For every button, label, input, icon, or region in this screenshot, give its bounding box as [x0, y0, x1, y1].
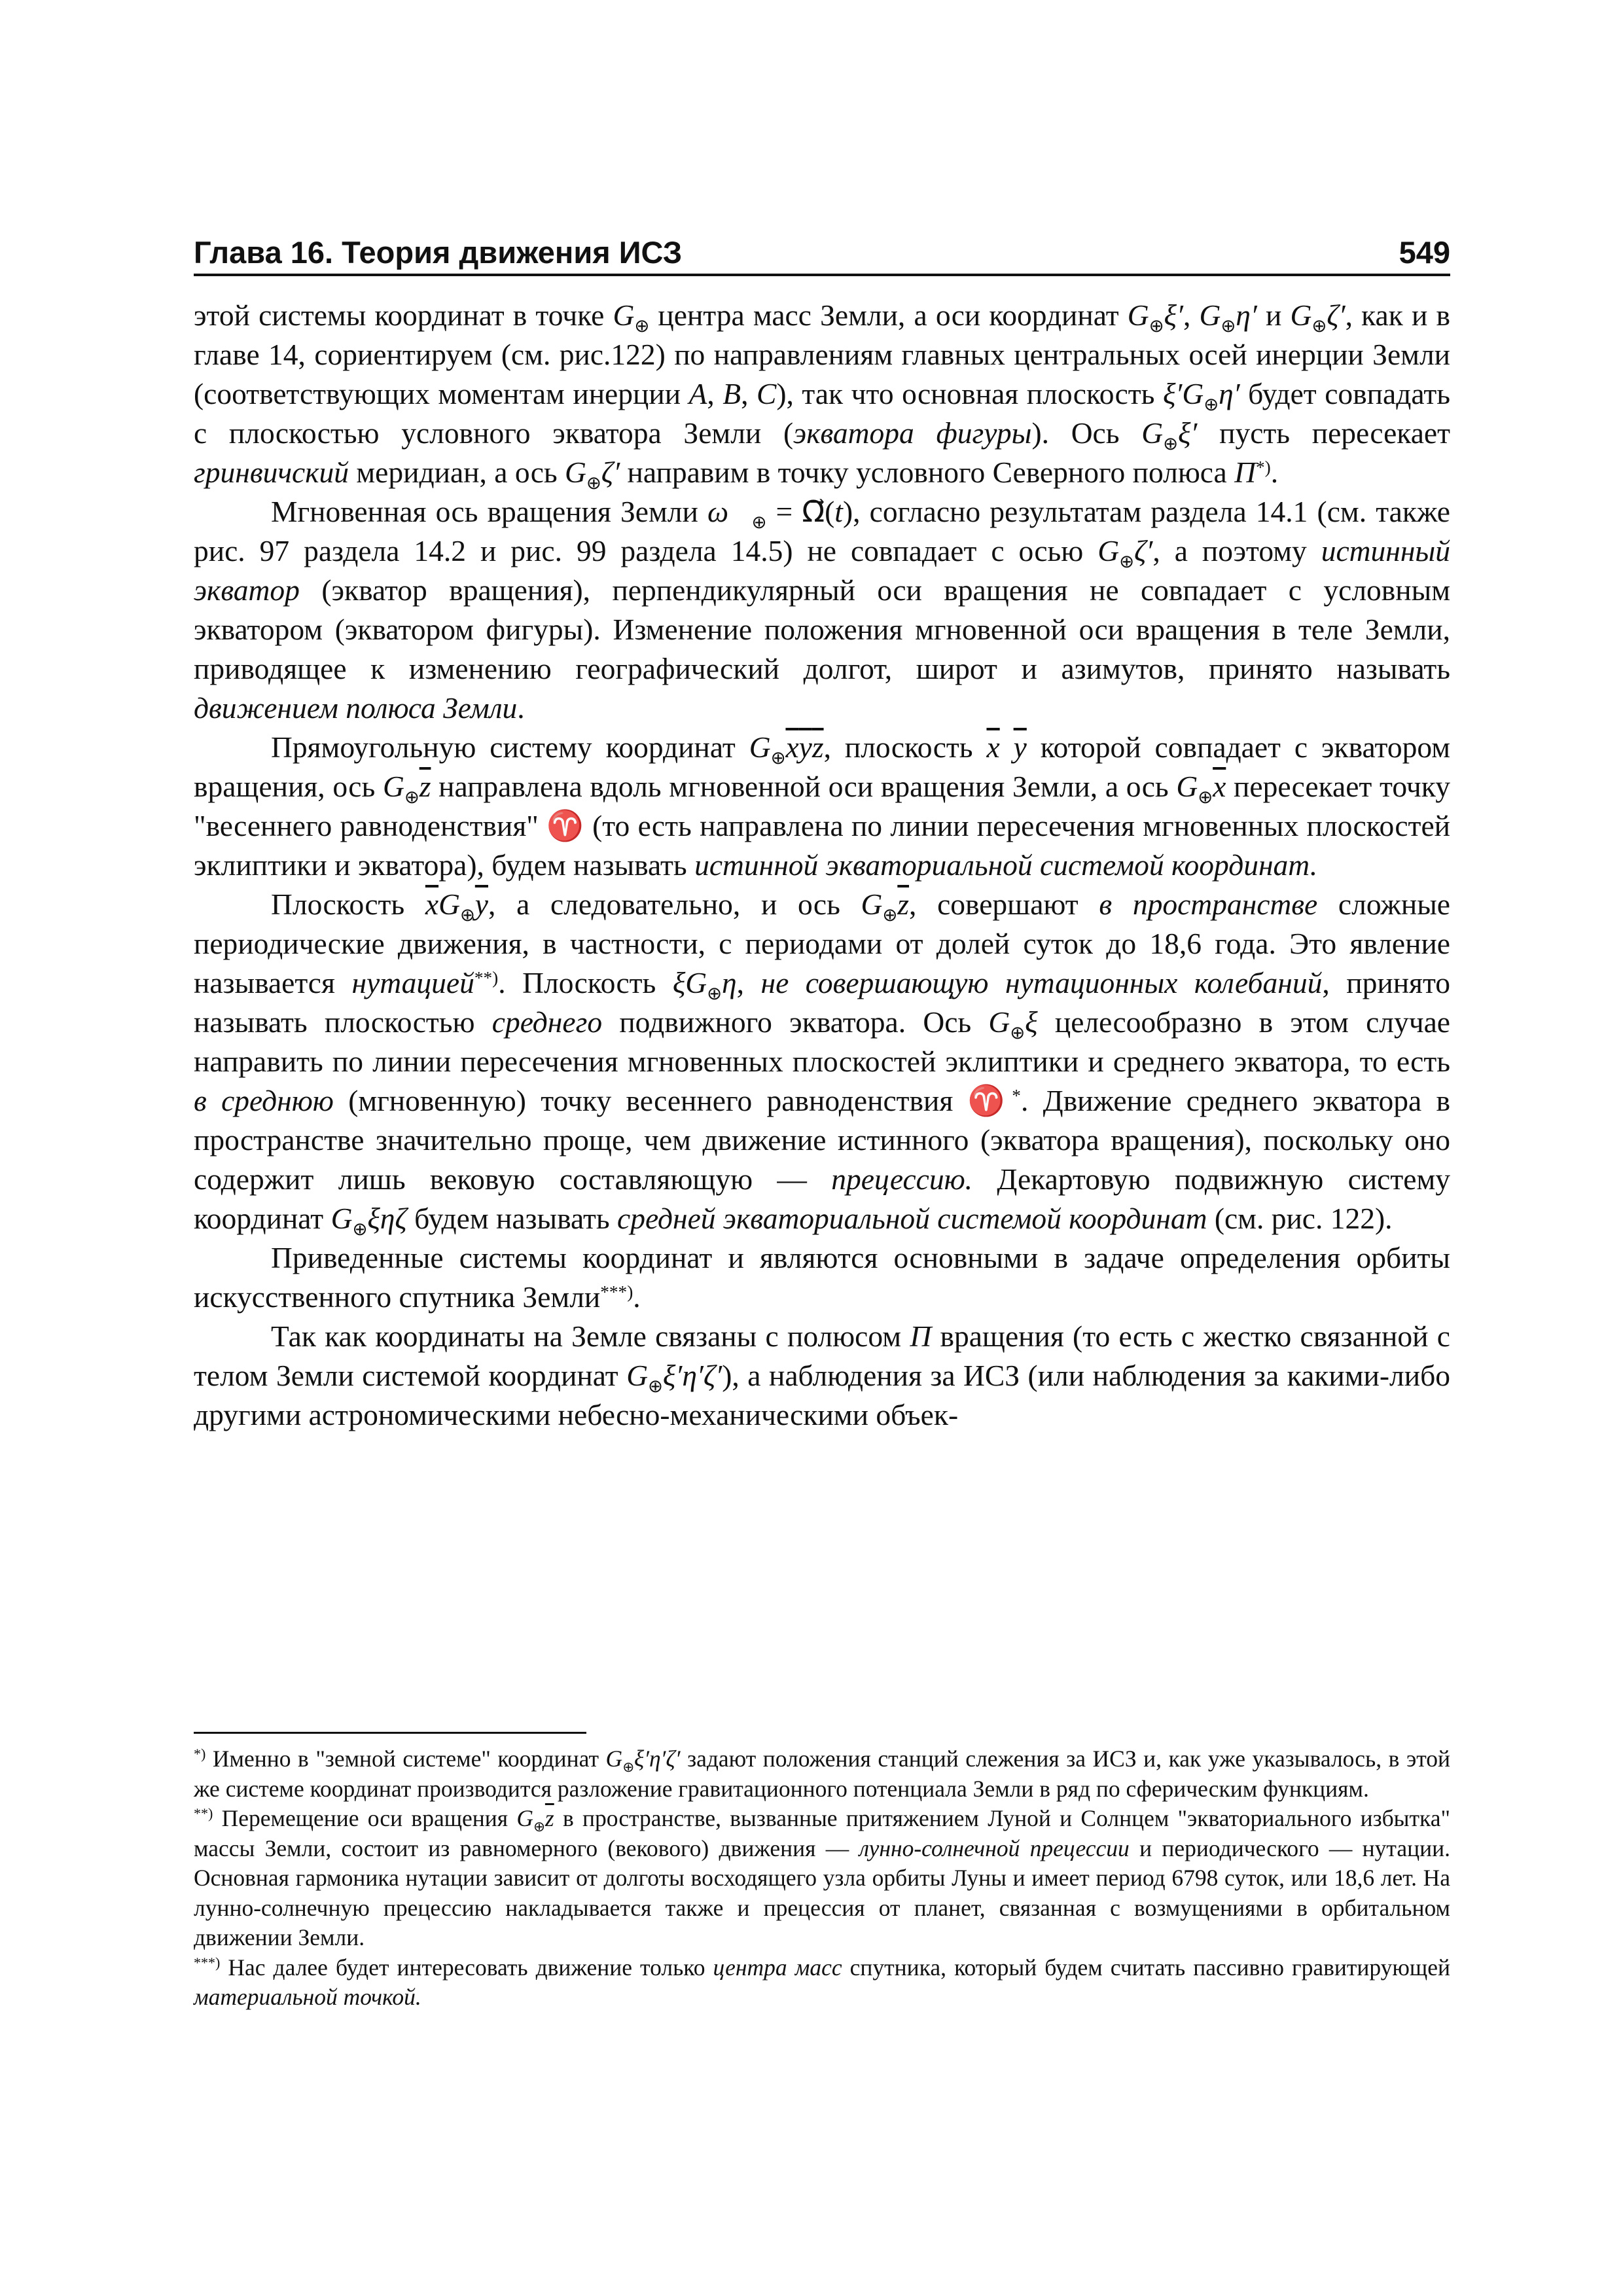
- text-run: ), а наблюдения за ИСЗ (или наблюдения за какими-либо другими астрономическими небесно-механическими объек-: [194, 1359, 1450, 1431]
- chapter-title: Глава 16. Теория движения ИСЗ: [194, 235, 683, 270]
- text-run: центра масс Земли, а оси координат: [649, 298, 1128, 332]
- text-run: , совершают: [909, 888, 1099, 921]
- overlined-symbol: $\overline{y}$: [1013, 730, 1027, 764]
- overlined-symbol: $\overline{z}$: [897, 888, 909, 921]
- text-run: задают положения станций слежения за ИСЗ и, как уже указывалось, в этой же системе координат производится разложение гравитационного потенциала Земли в ряд по сферическим функциям.: [194, 1746, 1450, 1802]
- footnote-1: [194, 1744, 1450, 1804]
- superscript: *): [1256, 457, 1271, 477]
- subscript: ⊕: [770, 748, 786, 768]
- subscript: ⊕: [1149, 316, 1164, 336]
- paragraph-2: [194, 492, 1450, 728]
- text-run: (экватор вращения), перпендикулярный оси вращения не совпадает с условным экватором (экватором фигуры). Изменение положения мгновенной оси вращения в теле Земли, приводящее к изменению географический долгот, широт и азимутов, принято называть: [194, 573, 1450, 685]
- italic-text: ξ′: [1177, 416, 1198, 450]
- italic-text: G: [330, 1202, 353, 1235]
- paragraph-4: [194, 885, 1450, 1238]
- subscript: ⊕: [1204, 395, 1219, 414]
- superscript: ***): [600, 1282, 633, 1302]
- text-run: ). Ось: [1031, 416, 1142, 450]
- text-run: , как и в главе 14, сориентируем (см. рис.122) по направлениям главных центральных осей инерции Земли (соответствующих моментам инерции: [194, 298, 1450, 410]
- text-run: Мгновенная ось вращения Земли: [271, 495, 707, 528]
- overlined-symbol: $\overline{z}$: [419, 770, 431, 803]
- italic-text: η: [722, 966, 737, 999]
- page-header: [194, 232, 1450, 273]
- italic-text: движением полюса Земли: [194, 691, 518, 725]
- text-run: вращения (то есть с жестко связанной с телом Земли системой координат: [194, 1319, 1450, 1392]
- subscript: ⊕: [648, 1376, 663, 1396]
- italic-text: ζ′: [1327, 298, 1346, 332]
- overlined-symbol: $\overline{x}$: [785, 730, 799, 764]
- paragraph-1: [194, 296, 1450, 492]
- text-run: будем называть: [406, 1202, 617, 1235]
- text-run: ,: [707, 377, 723, 410]
- subscript: ⊕: [586, 473, 601, 493]
- text-run: ,: [1183, 298, 1200, 332]
- italic-text: П: [1234, 456, 1256, 489]
- text-run: Декартовую подвижную систему координат: [194, 1162, 1450, 1235]
- text-run: ,: [741, 377, 757, 410]
- text-run: . Движение среднего экватора в пространстве значительно проще, чем движение истинного (экватора вращения), поскольку оно содержит лишь вековую составляющую —: [194, 1084, 1450, 1196]
- text-run: ), так что основная плоскость: [776, 377, 1163, 410]
- paragraph-3: [194, 728, 1450, 885]
- italic-text: G: [1097, 534, 1120, 567]
- italic-text: ξ′: [1164, 298, 1183, 332]
- subscript: ⊕: [882, 905, 898, 925]
- italic-text: t: [834, 495, 843, 528]
- text-run: Перемещение оси вращения: [213, 1805, 517, 1831]
- overlined-symbol: $\overline{y}$: [798, 730, 812, 764]
- text-run: этой системы координат в точке: [194, 298, 613, 332]
- italic-text: G: [613, 298, 635, 332]
- superscript: **): [474, 968, 499, 988]
- text-run: [1000, 730, 1014, 764]
- italic-text: G: [626, 1359, 649, 1392]
- text-run: .: [633, 1280, 641, 1314]
- italic-text: G: [438, 888, 460, 921]
- text-run: направим в точку условного Северного полюса: [620, 456, 1235, 489]
- text-run: Именно в "земной системе" координат: [205, 1746, 606, 1772]
- footnote-marker: *): [194, 1746, 206, 1762]
- italic-text: средней экваториальной системой координат: [617, 1202, 1207, 1235]
- text-run: и: [1257, 298, 1291, 332]
- subscript: ⊕: [1163, 434, 1178, 454]
- text-run: сложные периодические движения, в частности, с периодами от долей суток до 18,6 года. Это явление называется: [194, 888, 1450, 999]
- italic-text: ξ: [1025, 1005, 1038, 1039]
- header-divider: [194, 274, 1450, 276]
- subscript: ⊕: [634, 316, 650, 336]
- italic-text: G: [861, 888, 883, 921]
- italic-text: G: [1290, 298, 1312, 332]
- overlined-symbol: $\overline{x}$: [986, 730, 1000, 764]
- text-run: Нас далее будет интересовать движение только: [220, 1954, 713, 1981]
- italic-text: η′: [1219, 377, 1240, 410]
- italic-text: G: [605, 1746, 623, 1772]
- text-run: которой совпадает с экватором вращения, ось: [194, 730, 1451, 803]
- italic-text: G: [382, 770, 404, 803]
- paragraph-6: [194, 1317, 1450, 1435]
- subscript: ⊕: [751, 512, 767, 532]
- footnote-3: [194, 1953, 1450, 2013]
- text-run: направлена вдоль мгновенной оси вращения Земли, а ось: [431, 770, 1177, 803]
- overlined-symbol: $\overline{z}$: [544, 1805, 554, 1831]
- text-run: будет совпадать с плоскостью условного экватора Земли (: [194, 377, 1450, 450]
- text-run: , плоскость: [823, 730, 987, 764]
- italic-text: в среднюю: [194, 1084, 334, 1117]
- italic-text: экватора фигуры: [793, 416, 1032, 450]
- overlined-symbol: $\overline{x}$: [1213, 770, 1226, 803]
- text-run: спутника, который будем считать пассивно гравитирующей: [842, 1954, 1451, 1981]
- text-run: Прямоугольную систему координат: [271, 730, 749, 764]
- subscript: ⊕: [1010, 1023, 1026, 1043]
- text-run: и периодического — нутации. Основная гармоника нутации зависит от долготы восходящего узла орбиты Луны и имеет период 6798 суток, или 18,6 лет. На лунно-солнечную прецессию накладывается также и прецессия от планет, связанная с возмущениями в орбитальном движении Земли.: [194, 1835, 1450, 1950]
- italic-text: G: [1141, 416, 1164, 450]
- italic-text: истинный экватор: [194, 534, 1450, 607]
- text-run: Приведенные системы координат и являются основными в задаче определения орбиты искусственного спутника Земли: [194, 1241, 1450, 1314]
- text-run: Так как координаты на Земле связаны с полюсом: [271, 1319, 910, 1353]
- text-run: . Плоскость: [498, 966, 673, 999]
- italic-text: G: [1176, 770, 1198, 803]
- italic-text: нутацией: [351, 966, 474, 999]
- overlined-symbol: $\overline{x}$: [425, 888, 439, 921]
- subscript: ⊕: [1311, 316, 1327, 336]
- text-run: , согласно результатам раздела 14.1 (см. также рис. 97 раздела 14.2 и рис. 99 раздела 14.5) не совпадает с осью: [194, 495, 1450, 567]
- italic-text: материальной точкой.: [194, 1984, 421, 2010]
- italic-text: среднего: [491, 1005, 603, 1039]
- text-run: (см. рис. 122).: [1207, 1202, 1393, 1235]
- italic-text: η′: [1236, 298, 1257, 332]
- subscript: ⊕: [1221, 316, 1236, 336]
- subscript: ⊕: [404, 787, 419, 807]
- paragraph-5: [194, 1238, 1450, 1317]
- footnotes: [194, 1744, 1450, 2013]
- italic-text: A: [688, 377, 707, 410]
- italic-text: истинной экваториальной системой координат.: [694, 848, 1318, 882]
- italic-text: ξηζ: [367, 1202, 407, 1235]
- text-run: меридиан, а ось: [349, 456, 565, 489]
- subscript: ⊕: [1198, 787, 1213, 807]
- text-run: в пространстве, вызванные притяжением Луной и Солнцем "экваториального избытка" массы Земли, состоит из равномерного (векового) движения —: [194, 1805, 1450, 1861]
- italic-text: ξ′η′ζ′: [662, 1359, 722, 1392]
- subscript: ⊕: [1119, 552, 1134, 571]
- overlined-symbol: $\overline{y}$: [474, 888, 488, 921]
- subscript: ⊕: [352, 1219, 368, 1239]
- italic-text: ξG: [672, 966, 707, 999]
- subscript: ⊕: [459, 905, 475, 925]
- subscript: ⊕: [707, 984, 722, 1003]
- page-number: 549: [1399, 235, 1450, 270]
- italic-text: G: [749, 730, 771, 764]
- text-run: пусть пересекает: [1197, 416, 1450, 450]
- italic-text: ξ′η′ζ′: [634, 1746, 681, 1772]
- italic-text: G: [1127, 298, 1149, 332]
- text-run: , принято называть плоскостью: [194, 966, 1451, 1039]
- italic-text: гринвичский: [194, 456, 349, 489]
- italic-text: ξ′G: [1162, 377, 1204, 410]
- italic-text: ζ′: [1134, 534, 1153, 567]
- text-run: Плоскость: [271, 888, 425, 921]
- superscript: *: [1012, 1086, 1021, 1105]
- text-run: ,: [736, 966, 761, 999]
- italic-text: G: [565, 456, 586, 489]
- footnote-marker: **): [194, 1805, 213, 1821]
- footnote-marker: ***): [194, 1954, 221, 1971]
- footnote-2: [194, 1804, 1450, 1953]
- text-run: ): [842, 495, 853, 528]
- italic-text: ζ′: [601, 456, 620, 489]
- body-text: [194, 296, 1450, 1435]
- italic-text: G: [516, 1805, 534, 1831]
- italic-text: П: [910, 1319, 932, 1353]
- italic-text: центра масс: [713, 1954, 842, 1981]
- footnote-divider: [194, 1732, 586, 1734]
- text-run: = Ω⃗(: [766, 495, 835, 528]
- text-run: целесообразно в этом случае направить по линии пересечения мгновенных плоскостей эклиптики и среднего экватора, то есть: [194, 1005, 1450, 1078]
- italic-text: C: [756, 377, 777, 410]
- italic-text: прецессию.: [831, 1162, 973, 1196]
- italic-text: в пространстве: [1099, 888, 1318, 921]
- italic-text: лунно-солнечной прецессии: [859, 1835, 1130, 1861]
- text-run: (мгновенную) точку весеннего равноденствия ♈: [333, 1084, 1012, 1117]
- subscript: ⊕: [533, 1819, 545, 1835]
- italic-text: G: [1199, 298, 1221, 332]
- italic-text: B: [722, 377, 741, 410]
- italic-text: ω⃗: [707, 495, 752, 528]
- text-run: , а поэтому: [1152, 534, 1321, 567]
- text-run: .: [1270, 456, 1279, 489]
- overlined-symbol: $\overline{z}$: [812, 730, 824, 764]
- text-run: .: [517, 691, 525, 725]
- text-run: , а следовательно, и ось: [488, 888, 861, 921]
- italic-text: G: [988, 1005, 1010, 1039]
- text-run: подвижного экватора. Ось: [602, 1005, 989, 1039]
- text-run: пересекает точку "весеннего равноденствия" ♈ (то есть направлена по линии пересечения мгновенных плоскостей эклиптики и экватора), будем называть: [194, 770, 1450, 882]
- italic-text: не совершающую нутационных колебаний: [760, 966, 1323, 999]
- subscript: ⊕: [622, 1759, 635, 1775]
